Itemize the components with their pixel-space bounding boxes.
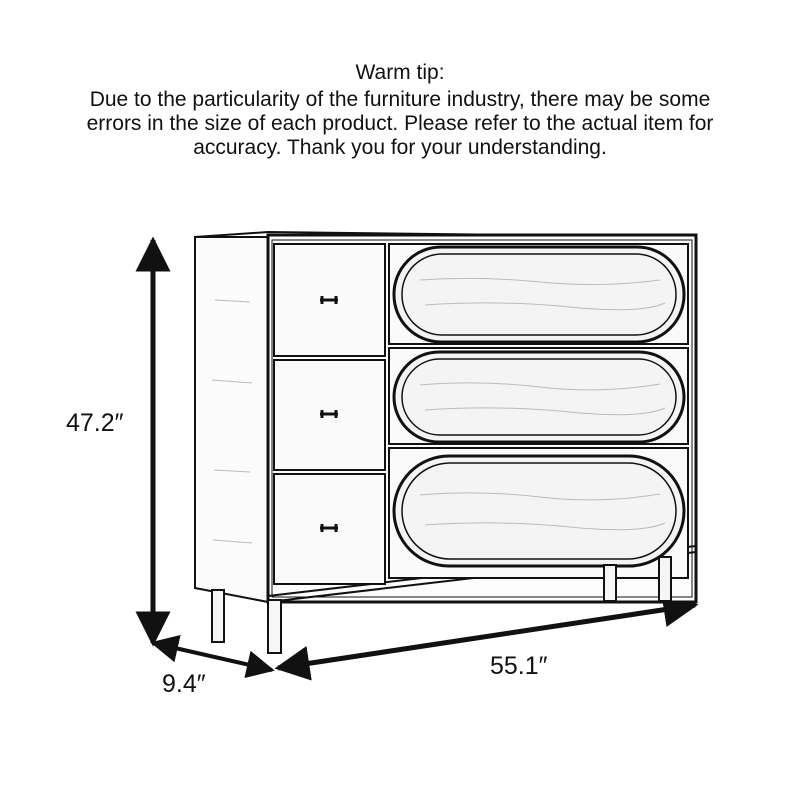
oval-panel <box>394 247 684 342</box>
warm-tip-line-1: Due to the particularity of the furniture industry, there may be some <box>89 88 711 111</box>
warm-tip-line-3: accuracy. Thank you for your understanding. <box>193 136 607 159</box>
leg-front-left <box>268 600 281 653</box>
height-dimension-label: 47.2″ <box>66 409 124 437</box>
width-dimension-label: 55.1″ <box>490 652 548 680</box>
oval-panel <box>394 456 684 566</box>
depth-arrow <box>153 643 272 670</box>
warm-tip-title: Warm tip: <box>355 61 445 84</box>
oval-panel <box>394 352 684 442</box>
dresser-side-panel <box>195 237 268 602</box>
warm-tip-line-2: errors in the size of each product. Please refer to the actual item for <box>86 112 714 135</box>
depth-dimension-label: 9.4″ <box>162 670 206 698</box>
dresser <box>195 232 696 653</box>
leg-back-left <box>212 590 224 642</box>
leg-back-right <box>604 565 616 601</box>
width-arrow <box>278 605 695 668</box>
leg-front-right <box>659 557 671 601</box>
